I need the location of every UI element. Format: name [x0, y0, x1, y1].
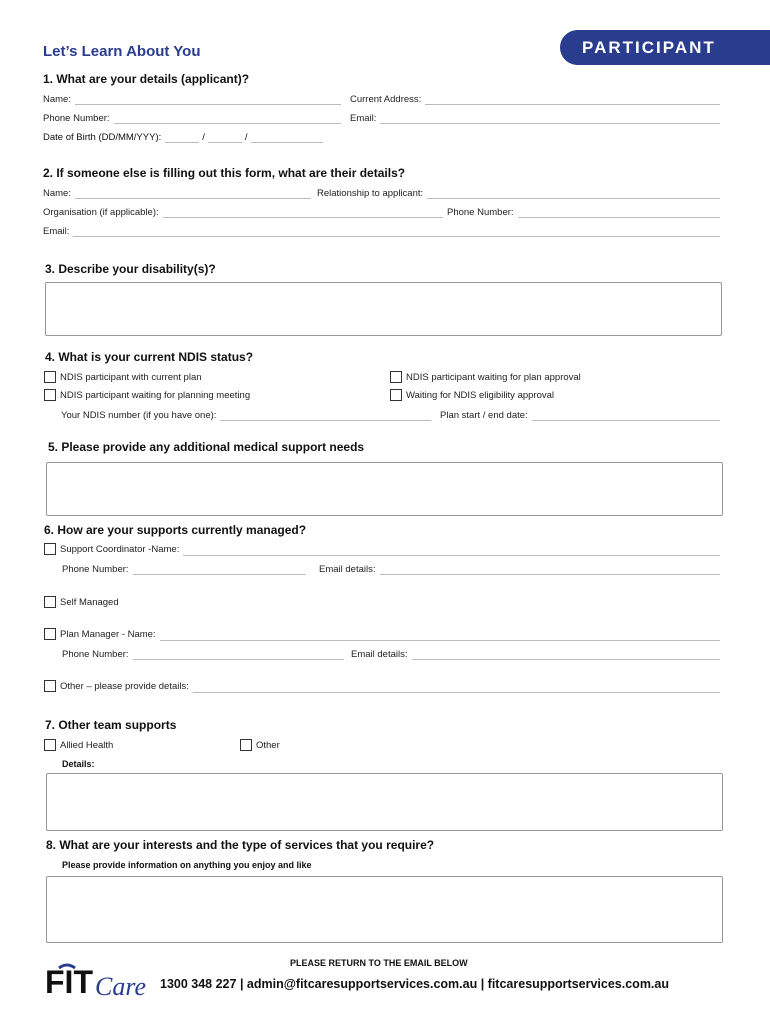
checkbox-icon[interactable] [44, 371, 56, 383]
q7-other-label: Other [256, 739, 280, 751]
q2-relationship-label: Relationship to applicant: [317, 188, 424, 199]
q5-medical-needs-textarea[interactable] [46, 462, 723, 516]
q7-allied-health-label: Allied Health [60, 739, 114, 751]
q2-email-label: Email: [43, 226, 70, 237]
q6-other-line[interactable] [193, 684, 720, 693]
q6-other-label: Other – please provide details: [60, 680, 189, 692]
q7-other-option[interactable] [240, 738, 280, 752]
q4-title: 4. What is your current NDIS status? [45, 350, 254, 364]
checkbox-icon[interactable] [44, 680, 56, 692]
q6-title: 6. How are your supports currently managed? [44, 523, 307, 537]
q1-phone-label: Phone Number: [43, 113, 110, 124]
page-title: Let’s Learn About You [43, 43, 201, 60]
q4-option-waiting-plan-approval[interactable] [390, 370, 581, 384]
q4-ndis-number-label: Your NDIS number (if you have one): [61, 410, 217, 421]
q1-email-label: Email: [350, 113, 377, 124]
checkbox-icon[interactable] [390, 389, 402, 401]
fitcare-logo [45, 962, 153, 1000]
q6-other-option[interactable] [44, 679, 720, 693]
q1-email-field[interactable] [350, 111, 720, 124]
q3-disability-textarea[interactable] [45, 282, 722, 336]
q7-allied-health-option[interactable] [44, 738, 113, 752]
q6-email2-label: Email details: [351, 649, 408, 660]
q2-email-field[interactable] [43, 224, 720, 237]
checkbox-icon[interactable] [44, 543, 56, 555]
q2-title: 2. If someone else is filling out this form, what are their details? [43, 166, 406, 180]
logo-care-text: Care [95, 972, 147, 1000]
q7-title: 7. Other team supports [45, 718, 177, 732]
q6-plan-manager-line[interactable] [160, 632, 720, 641]
q6-plan-manager-label: Plan Manager - Name: [60, 628, 156, 640]
checkbox-icon[interactable] [240, 739, 252, 751]
checkbox-icon[interactable] [390, 371, 402, 383]
checkbox-icon[interactable] [44, 596, 56, 608]
q1-name-label: Name: [43, 94, 71, 105]
q1-address-field[interactable] [350, 92, 720, 105]
q7-details-label: Details: [62, 759, 95, 769]
q4-option-label: NDIS participant waiting for plan approval [406, 371, 581, 383]
q6-phone2-label: Phone Number: [62, 649, 129, 660]
q1-phone-field[interactable] [43, 111, 341, 124]
q6-phone2-field[interactable] [62, 647, 344, 660]
dob-day-line[interactable] [165, 134, 199, 143]
q5-title: 5. Please provide any additional medical support needs [48, 440, 365, 454]
q3-title: 3. Describe your disability(s)? [45, 262, 216, 276]
q7-details-textarea[interactable] [46, 773, 723, 831]
q4-option-current-plan[interactable] [44, 370, 202, 384]
q4-plan-dates-field[interactable] [440, 408, 720, 421]
q1-title: 1. What are your details (applicant)? [43, 72, 250, 86]
q2-relationship-field[interactable] [317, 186, 720, 199]
q8-title: 8. What are your interests and the type of services that you require? [46, 838, 435, 852]
q4-option-label: NDIS participant waiting for planning meeting [60, 389, 251, 401]
q4-option-waiting-planning-meeting[interactable] [44, 388, 250, 402]
dob-slash-1: / [202, 132, 205, 143]
q6-support-coordinator-option[interactable] [44, 542, 720, 556]
q1-dob-field[interactable] [43, 130, 323, 143]
q1-address-label: Current Address: [350, 94, 422, 105]
checkbox-icon[interactable] [44, 389, 56, 401]
q1-dob-label: Date of Birth (DD/MM/YYY): [43, 132, 162, 143]
q2-organisation-label: Organisation (if applicable): [43, 207, 159, 218]
q6-phone-field[interactable] [62, 562, 306, 575]
q6-phone-label: Phone Number: [62, 564, 129, 575]
q4-option-label: Waiting for NDIS eligibility approval [406, 389, 555, 401]
checkbox-icon[interactable] [44, 628, 56, 640]
contact-details: 1300 348 227 | admin@fitcaresupportservices.com.au | fitcaresupportservices.com.au [160, 977, 669, 991]
dob-month-line[interactable] [208, 134, 242, 143]
q8-interests-textarea[interactable] [46, 876, 723, 943]
q1-name-field[interactable] [43, 92, 341, 105]
return-instruction: PLEASE RETURN TO THE EMAIL BELOW [290, 958, 468, 968]
q6-email-label: Email details: [319, 564, 376, 575]
dob-slash-2: / [244, 132, 248, 143]
q2-organisation-field[interactable] [43, 205, 443, 218]
q2-name-label: Name: [43, 188, 71, 199]
q4-ndis-number-field[interactable] [61, 408, 431, 421]
q4-option-waiting-eligibility[interactable] [390, 388, 554, 402]
q6-support-coordinator-line[interactable] [183, 547, 720, 556]
q2-phone-label: Phone Number: [447, 207, 514, 218]
checkbox-icon[interactable] [44, 739, 56, 751]
q4-plan-dates-label: Plan start / end date: [440, 410, 528, 421]
q6-self-managed-option[interactable] [44, 595, 119, 609]
q4-option-label: NDIS participant with current plan [60, 371, 202, 383]
q8-subtitle: Please provide information on anything you enjoy and like [62, 860, 312, 870]
participant-badge: PARTICIPANT [560, 30, 770, 65]
q6-email2-field[interactable] [351, 647, 720, 660]
q6-email-field[interactable] [319, 562, 720, 575]
q2-name-field[interactable] [43, 186, 311, 199]
dob-year-line[interactable] [251, 134, 323, 143]
logo-fit-text: FIT [45, 964, 93, 1000]
q6-plan-manager-option[interactable] [44, 627, 720, 641]
q2-phone-field[interactable] [447, 205, 720, 218]
q6-self-managed-label: Self Managed [60, 596, 119, 608]
q6-support-coordinator-label: Support Coordinator -Name: [60, 543, 180, 555]
